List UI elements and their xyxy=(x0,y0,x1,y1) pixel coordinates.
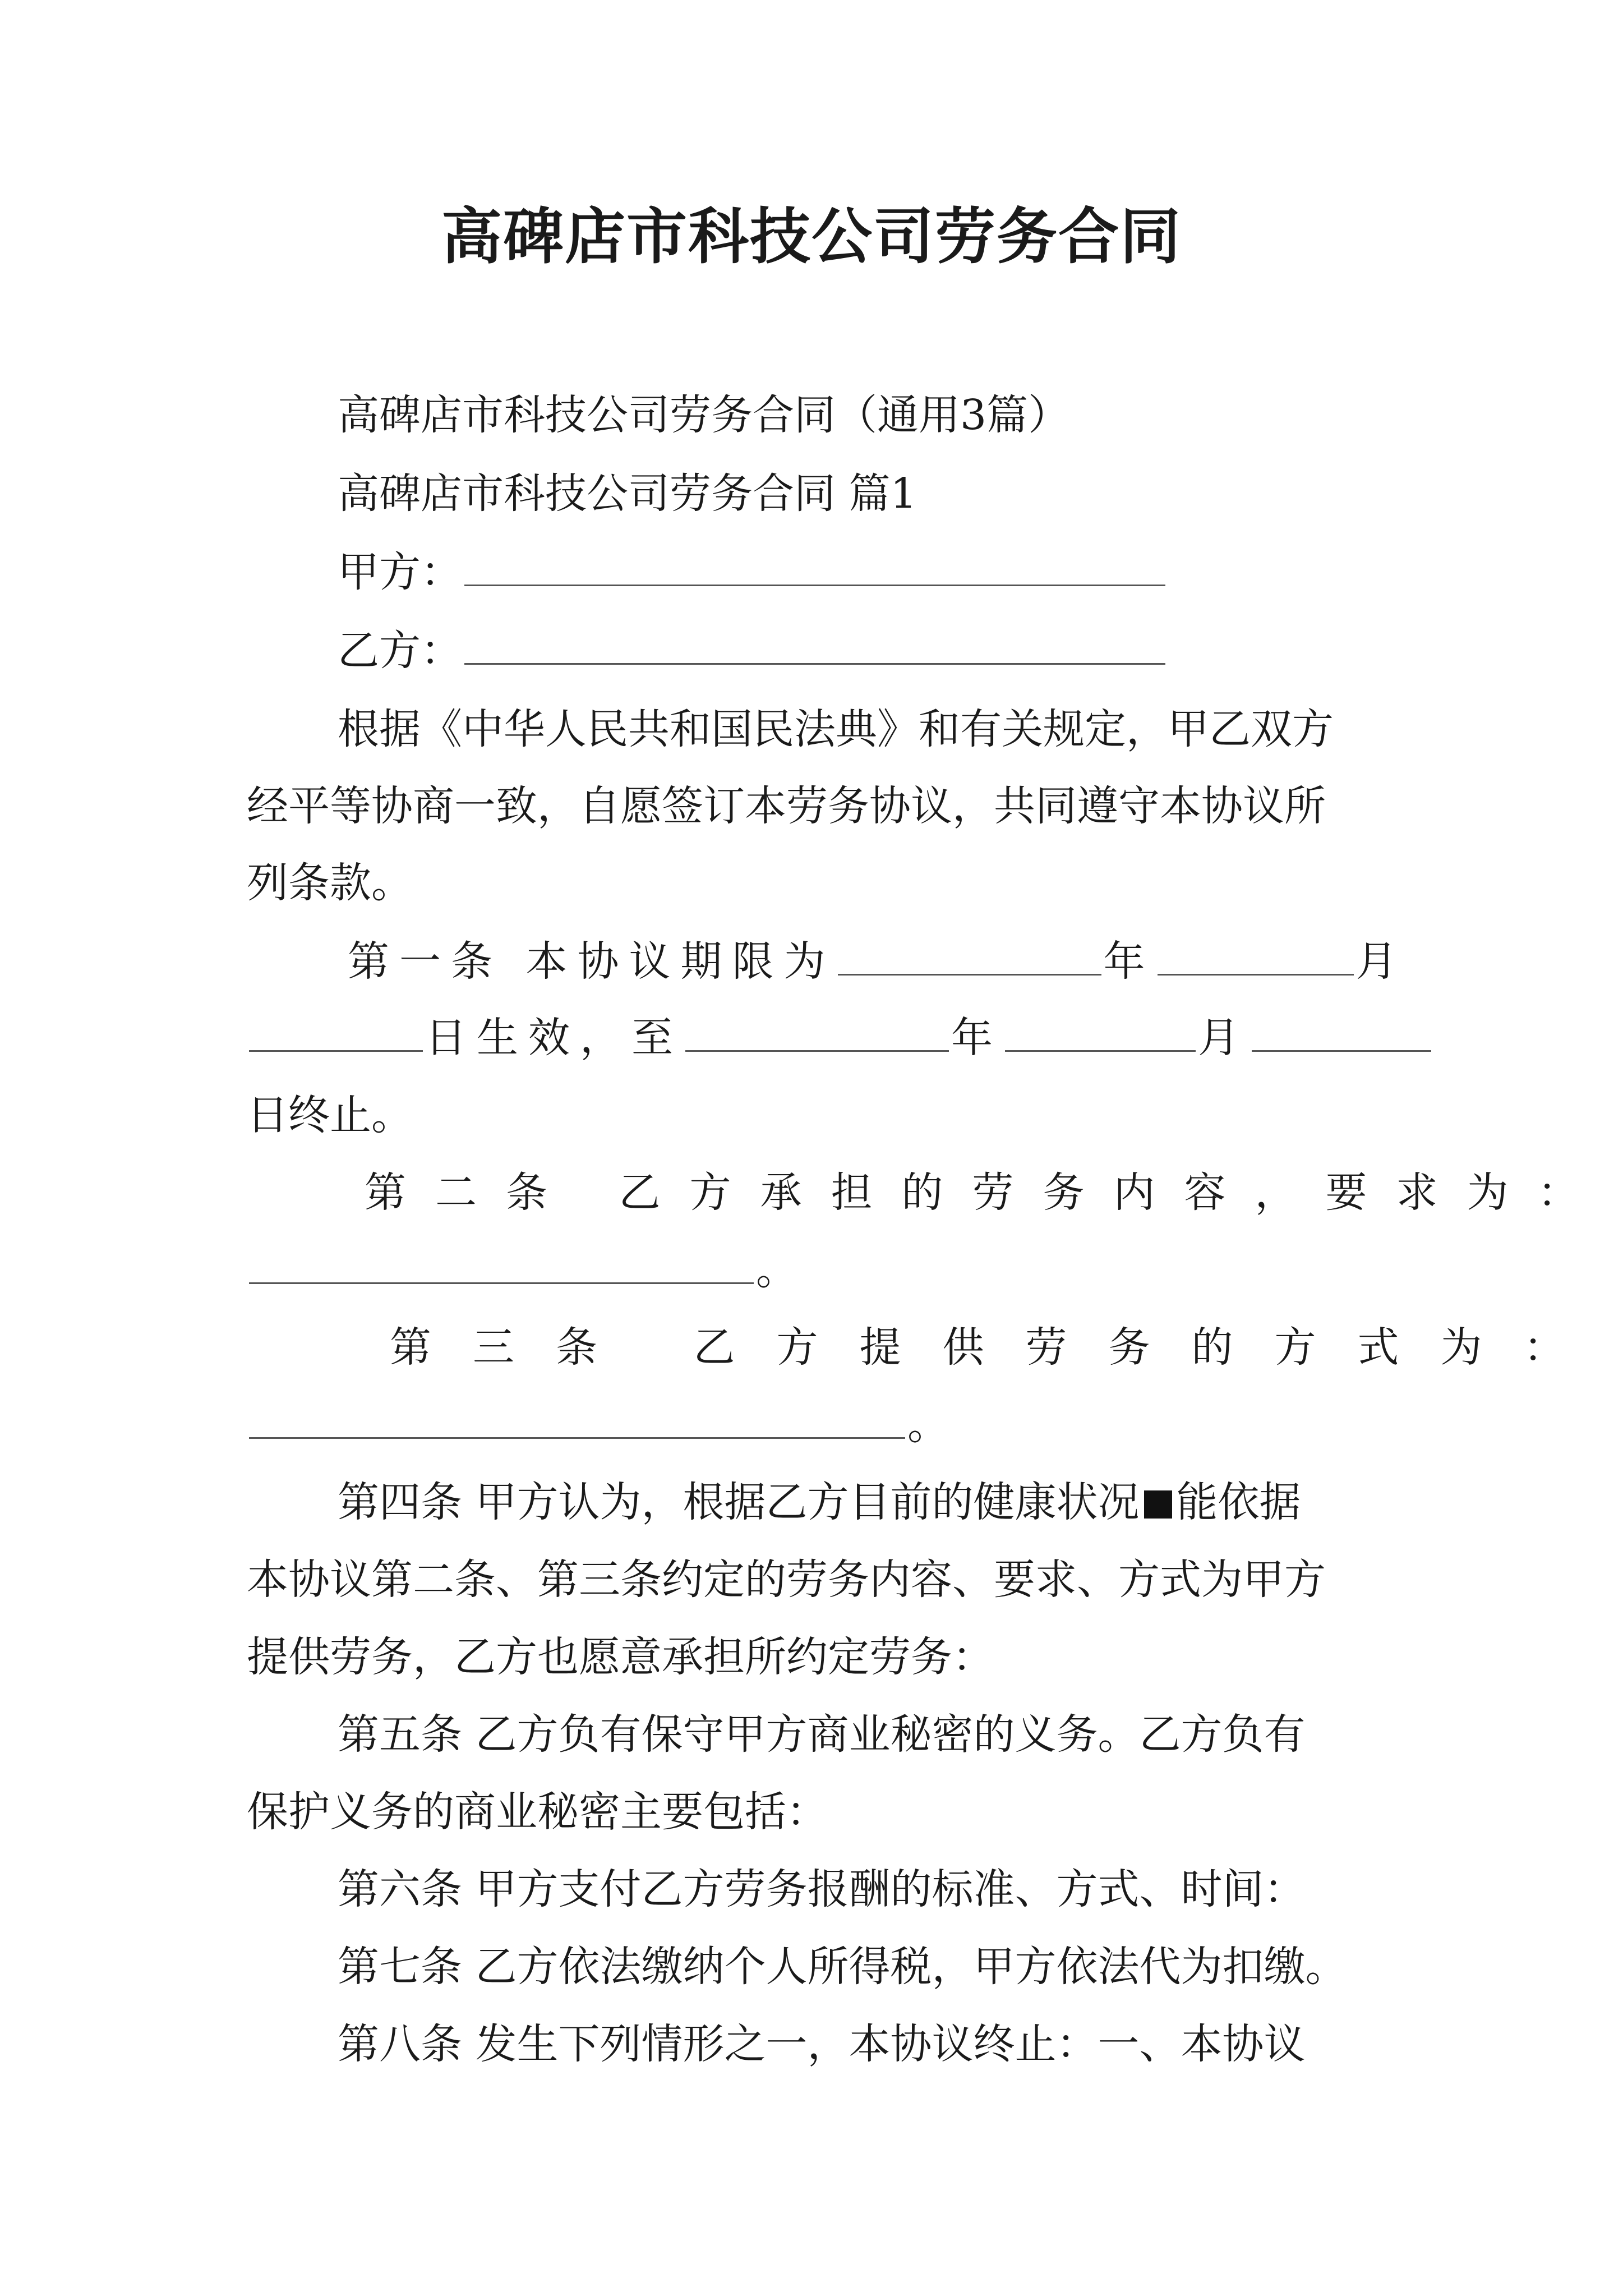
article7-line: 第七条 乙方依法缴纳个人所得税，甲方依法代为扣缴。 xyxy=(338,1943,1347,1991)
party-b-blank[interactable] xyxy=(464,628,1165,665)
document-subtitle: 高碑店市科技公司劳务合同（通用3篇） xyxy=(338,391,1070,439)
article1-start-year-blank[interactable] xyxy=(838,939,1101,976)
article1-end-day-blank[interactable] xyxy=(1252,1015,1431,1052)
article4-line-1 xyxy=(338,1474,1301,1530)
article2-blank[interactable] xyxy=(249,1248,754,1284)
article4-text-b: 能依据 xyxy=(1176,1478,1301,1526)
article3-end: 。 xyxy=(907,1401,949,1449)
article1-end-year-blank[interactable] xyxy=(685,1015,949,1052)
party-a-line xyxy=(338,544,1168,600)
article5-line-2: 保护义务的商业秘密主要包括： xyxy=(247,1788,828,1836)
article1-line-3: 日终止。 xyxy=(247,1091,413,1139)
article1-end-year-label: 年 xyxy=(951,1014,1003,1062)
article2-line-1: 第二条 乙方承担的劳务内容，要求为： xyxy=(365,1168,1608,1217)
article6-line: 第六条 甲方支付乙方劳务报酬的标准、方式、时间： xyxy=(338,1865,1306,1913)
party-b-label: 乙方： xyxy=(338,627,462,675)
article5-line-1: 第五条 乙方负有保守甲方商业秘密的义务。乙方负有 xyxy=(338,1710,1306,1759)
document-title: 高碑店市科技公司劳务合同 xyxy=(441,201,1182,272)
article1-start-month-blank[interactable] xyxy=(1158,939,1354,976)
article4-text-a: 第四条 甲方认为，根据乙方目前的健康状况 xyxy=(338,1478,1140,1526)
section-title: 高碑店市科技公司劳务合同 篇1 xyxy=(338,470,917,518)
article1-start-day-blank[interactable] xyxy=(249,1015,423,1052)
article1-year-label: 年 xyxy=(1103,937,1155,986)
article8-line: 第八条 发生下列情形之一，本协议终止：一、本协议 xyxy=(338,2020,1306,2068)
article2-line-2 xyxy=(247,1242,797,1298)
party-a-label: 甲方： xyxy=(338,548,462,596)
article1-line-2 xyxy=(247,1010,1433,1066)
article2-end: 。 xyxy=(756,1246,797,1294)
article3-line-1: 第三条 乙方提供劳务的方式为： xyxy=(390,1323,1607,1372)
intro-line-2: 经平等协商一致，自愿签订本劳务协议，共同遵守本协议所 xyxy=(247,782,1326,830)
article3-blank[interactable] xyxy=(249,1402,905,1439)
article1-effective-text: 日生效，至 xyxy=(425,1014,683,1062)
article3-line-2 xyxy=(247,1397,949,1453)
article1-end-month-blank[interactable] xyxy=(1005,1015,1196,1052)
article1-text: 第一条 本协议期限为 xyxy=(348,937,836,986)
intro-line-3: 列条款。 xyxy=(247,859,413,907)
article4-line-2: 本协议第二条、第三条约定的劳务内容、要求、方式为甲方 xyxy=(247,1556,1326,1604)
article1-month-label: 月 xyxy=(1355,937,1408,986)
article4-line-3: 提供劳务，乙方也愿意承担所约定劳务： xyxy=(247,1633,994,1681)
black-square-icon xyxy=(1144,1490,1172,1519)
party-a-blank[interactable] xyxy=(464,550,1165,586)
party-b-line xyxy=(338,623,1168,679)
article1-line-1 xyxy=(348,933,1408,990)
article1-end-month-label: 月 xyxy=(1198,1014,1249,1062)
intro-line-1: 根据《中华人民共和国民法典》和有关规定，甲乙双方 xyxy=(338,705,1334,753)
